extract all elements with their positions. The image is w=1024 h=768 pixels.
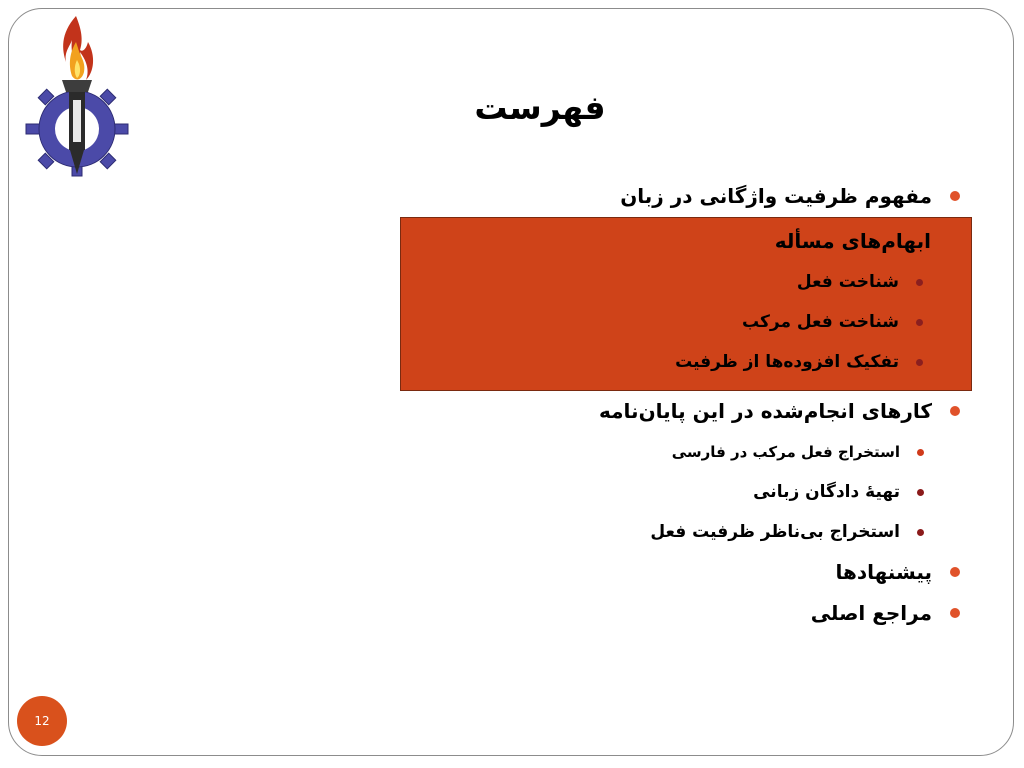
- toc-subitem: [401, 302, 929, 342]
- toc-item: [442, 391, 962, 432]
- toc-item: [442, 176, 962, 217]
- bullet-icon: [950, 567, 960, 577]
- toc-subitem-label: تفکیک افزوده‌ها از ظرفیت: [675, 352, 899, 372]
- toc-subitem: [442, 512, 930, 552]
- toc-subitem: [442, 432, 930, 472]
- toc-subitem: [401, 262, 929, 302]
- toc-item-label: کارهای انجام‌شده در این پایان‌نامه: [599, 399, 932, 423]
- toc-subitem-label: تهیهٔ دادگان زبانی: [753, 482, 900, 502]
- toc-subitem: [401, 342, 929, 382]
- slide-title: فهرست: [474, 88, 606, 127]
- bullet-icon: [917, 489, 924, 496]
- bullet-icon: [950, 406, 960, 416]
- toc-subitem-label: شناخت فعل مرکب: [741, 312, 899, 332]
- university-logo: [20, 12, 132, 182]
- bullet-icon: [950, 608, 960, 618]
- toc-item-label: مفهوم ظرفیت واژگانی در زبان: [620, 184, 932, 208]
- page-number-badge: 12: [17, 696, 67, 746]
- toc-subitem: [442, 472, 930, 512]
- toc-item-label: پیشنهادها: [835, 560, 932, 584]
- bullet-icon: [950, 191, 960, 201]
- bullet-icon: [917, 529, 924, 536]
- highlighted-heading: ابهام‌های مسأله: [774, 229, 931, 253]
- toc-item-label: مراجع اصلی: [810, 601, 932, 625]
- toc-item: [442, 593, 962, 634]
- bullet-icon: [916, 279, 923, 286]
- toc-subitem-label: استخراج فعل مرکب در فارسی: [671, 443, 900, 461]
- highlighted-section: [400, 217, 972, 391]
- toc-item: [442, 552, 962, 593]
- torch-gear-logo-icon: [20, 12, 132, 182]
- bullet-icon: [916, 359, 923, 366]
- table-of-contents: [442, 176, 962, 634]
- toc-subitem-label: شناخت فعل: [796, 272, 899, 292]
- bullet-icon: [916, 319, 923, 326]
- toc-subitem-label: استخراج بی‌ناظر ظرفیت فعل: [650, 522, 900, 542]
- bullet-icon: [917, 449, 924, 456]
